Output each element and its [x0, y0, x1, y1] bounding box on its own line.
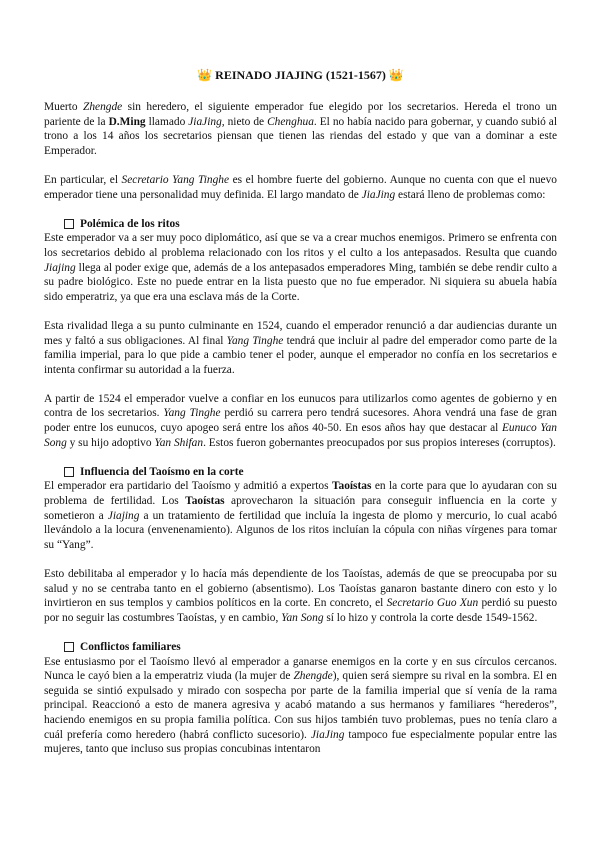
paragraph	[44, 231, 557, 304]
paragraph	[44, 319, 557, 377]
crown-icon: 👑	[197, 68, 213, 82]
intro-paragraph-2	[44, 173, 557, 202]
text-run: A partir de 1524 el emperador vuelve a confiar en los eunucos para utilizarlos como agentes de gobierno y en contra de los secretarios.	[44, 392, 557, 420]
italic-text: Yan Song	[281, 611, 324, 624]
section-heading	[44, 640, 557, 655]
page-title	[44, 68, 557, 83]
text-run: llega al poder exige que, además de a los antepasados emperadores Ming, también se debe rendir culto a su padre biológico. Este no puede entrar en la lista puesto que no fue emperador. Ni siquiera su abuela había sido emperatriz, ya que era una esclava más de la Corte.	[44, 261, 557, 303]
text-run: estará lleno de problemas como:	[395, 188, 546, 201]
bold-text: Taoístas	[185, 495, 225, 508]
paragraph	[44, 655, 557, 757]
text-run: perdió su puesto por no seguir las costumbres Taoístas, y en cambio,	[44, 597, 558, 624]
text-run: aprovecharon la situación para conseguir influencia en la corte y sometieron a	[44, 495, 557, 522]
text-run: sin heredero, el siguiente emperador fue elegido por los secretarios. Hereda el trono un pariente de la	[44, 101, 557, 128]
italic-text: Zhengde	[293, 670, 333, 683]
italic-text: Yang Tinghe	[226, 334, 284, 347]
italic-text: JiaJing	[310, 728, 345, 741]
section-heading	[44, 465, 557, 480]
text-run: El emperador era partidario del Taoísmo y admitió a expertos	[44, 480, 332, 493]
text-run: y su hijo adoptivo	[66, 436, 155, 449]
italic-text: JiaJing	[361, 188, 396, 201]
checkbox-icon	[64, 467, 74, 477]
italic-text: Chenghua	[267, 115, 314, 128]
section-heading	[44, 217, 557, 232]
italic-text: Secretario Yang Tinghe	[121, 173, 230, 186]
italic-text: Secretario Guo Xun	[386, 597, 479, 610]
italic-text: Jiajing	[107, 509, 140, 522]
section-heading-text: Polémica de los ritos	[80, 217, 180, 230]
text-run: en la corte para que lo ayudaran con su problema de fertilidad. Los	[44, 480, 557, 508]
page-title-text: REINADO JIAJING (1521-1567)	[215, 68, 386, 82]
italic-text: Jiajing	[44, 261, 76, 274]
text-run: Esto debilitaba al emperador y lo hacía más dependiente de los Taoístas, además de que se preocupaba por su salud y no se centraba tanto en el gobierno (absentismo). Los Taoístas ganaron bastante dinero con esto y lo invirtieron en sus templos y cambios políticos en la corte. En concreto, el	[44, 568, 557, 610]
text-run: Muerto	[44, 101, 83, 113]
text-run: Esta rivalidad llega a su punto culminante en 1524, cuando el emperador renunció a dar audiencias durante un mes y faltó a sus obligaciones. Al final	[44, 319, 557, 347]
bold-text: D.Ming	[108, 115, 146, 128]
section-taoismo	[44, 465, 557, 626]
text-run: a un tratamiento de fertilidad que incluía la ingesta de plomo y mercurio, lo cual acabó llevándolo a la locura (envenenamiento). Algunos de los ritos incluían la cópula con niñas vírgenes para tomar su “Yang”.	[44, 509, 557, 551]
text-run: es el hombre fuerte del gobierno. Aunque no cuenta con que el nuevo emperador tiene una personalidad muy definida. El largo mandato de	[44, 173, 557, 201]
text-run: En particular, el	[44, 173, 122, 186]
text-run: . El no había nacido para gobernar, y cuando subió al trono a los 14 años los secretarios piensan que tienen las riendas del estado y que van a dominar a este Emperador.	[44, 115, 557, 157]
text-run: nieto de	[224, 115, 268, 128]
section-heading-text: Conflictos familiares	[80, 640, 181, 653]
checkbox-icon	[64, 642, 74, 652]
section-conflictos	[44, 640, 557, 757]
checkbox-icon	[64, 219, 74, 229]
italic-text: Eunuco Yan Song	[44, 422, 557, 449]
text-run: perdió su carrera pero tendrá sucesores. Ahora vendrá una fase de gran poder entre los eunucos, cuyo apogeo será entre los años 40-50. En esos años hay que destacar al	[44, 407, 557, 435]
paragraph	[44, 479, 557, 552]
text-run: . Estos fueron gobernantes preocupados por sus propios intereses (corruptos).	[203, 436, 556, 449]
text-run: sí lo hizo y controla la corte desde 1549-1562.	[323, 611, 538, 624]
paragraph	[44, 392, 557, 450]
text-run: Ese entusiasmo por el Taoísmo llevó al emperador a ganarse enemigos en la corte y en sus círculos cercanos. Nunca le cayó bien a la emperatriz viuda (la mujer de	[44, 655, 557, 683]
paragraph	[44, 567, 557, 625]
intro-paragraph-1	[44, 100, 557, 158]
crown-icon: 👑	[388, 68, 404, 82]
italic-text: Yang Tinghe	[163, 407, 221, 420]
text-run: tampoco fue especialmente popular entre las mujeres, tanto que incluso sus propias concubinas intentaron	[44, 728, 557, 756]
italic-text: Yan Shifan	[154, 436, 204, 449]
text-run: llamado	[145, 115, 189, 128]
text-run: ), quien será siempre su rival en la sombra. El en seguida se sintió expulsado y mirado con sospecha por parte de la familia imperial que sí venía de la rama principal. Reaccionó a esto de manera agresiva y acabó matando a sus hermanos y familiares “herederos”, haciendo enemigos en su propia familia política. Con sus hijos también tuvo problemas, pues no tenía claro a cuál prefería como heredero (habrá conflicto sucesorio).	[44, 670, 557, 741]
italic-text: JiaJing,	[188, 115, 225, 128]
bold-text: Taoístas	[331, 480, 372, 493]
italic-text: Zhengde	[82, 101, 123, 113]
document-page	[44, 64, 557, 771]
text-run: Este emperador va a ser muy poco diplomático, así que se va a crear muchos enemigos. Primero se enfrenta con los secretarios debido al problema relacionado con los ritos y el culto a los antepasados. Resulta que cuando	[44, 232, 557, 259]
text-run: tendrá que incluir al padre del emperador como parte de la familia imperial, para lo que pide a cambio tener el poder, aunque el emperador no confía en los secretarios e intenta confirmar su autoridad a la fuerza.	[44, 334, 558, 376]
section-heading-text: Influencia del Taoísmo en la corte	[80, 465, 244, 478]
section-ritos	[44, 217, 557, 451]
